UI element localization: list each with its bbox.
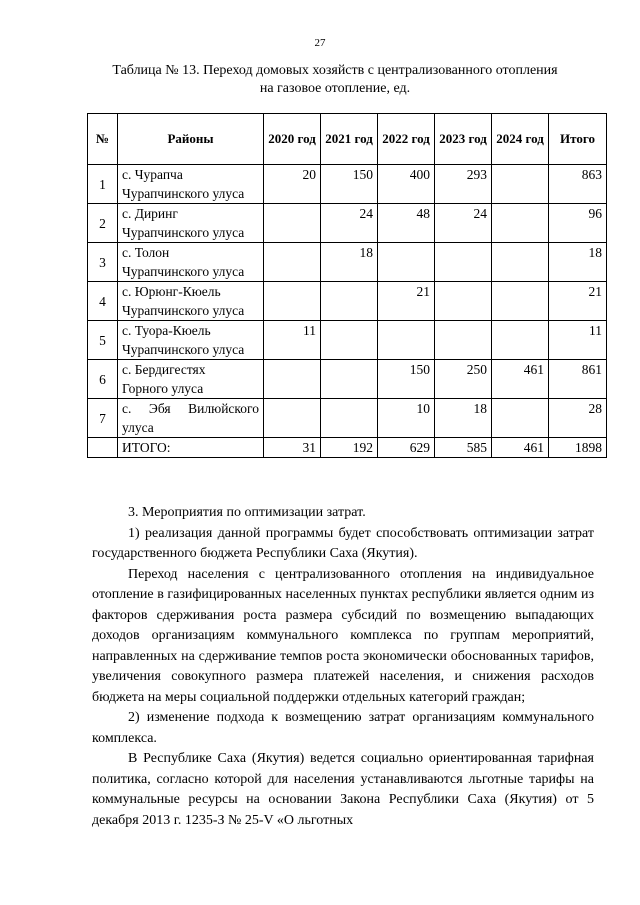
cell-2022	[378, 243, 435, 282]
cell-2024	[492, 204, 549, 243]
cell-2021	[321, 399, 378, 438]
table-header-row	[88, 114, 607, 165]
row-num: 3	[88, 243, 118, 282]
cell-total: 18	[549, 243, 607, 282]
cell-2020	[264, 282, 321, 321]
table-row	[88, 321, 607, 360]
cell-total: 11	[549, 321, 607, 360]
header-2023: 2023 год	[435, 114, 492, 165]
cell-2022	[378, 321, 435, 360]
header-district: Районы	[118, 114, 264, 165]
table-row	[88, 165, 607, 204]
cell-2022: 10	[378, 399, 435, 438]
total-2021: 192	[321, 438, 378, 458]
row-num	[88, 438, 118, 458]
row-num: 2	[88, 204, 118, 243]
cell-2021	[321, 360, 378, 399]
cell-2022: 48	[378, 204, 435, 243]
cell-2020	[264, 204, 321, 243]
cell-2023: 24	[435, 204, 492, 243]
table-row	[88, 360, 607, 399]
total-2024: 461	[492, 438, 549, 458]
paragraph: 1) реализация данной программы будет способствовать оптимизации затрат государственного бюджета Республики Саха (Якутия).	[92, 525, 594, 561]
cell-2024	[492, 399, 549, 438]
cell-2020: 20	[264, 165, 321, 204]
total-label: ИТОГО:	[118, 438, 264, 458]
header-num: №	[88, 114, 118, 165]
paragraph: Переход населения с централизованного отопления на индивидуальное отопление в газифицированных населенных пунктах республики является одним из факторов сдерживания роста размера субсидий по возмещению выпадающих доходов организациям коммунального комплекса по группам мероприятий, направленных на сдерживание темпов роста экономически обоснованных тарифов, увеличения совокупного размера платежей населения, и снижения расходов бюджета на меры социальной поддержки отдельных категорий граждан;	[92, 566, 594, 705]
table-total-row	[88, 438, 607, 458]
cell-2020	[264, 399, 321, 438]
total-2023: 585	[435, 438, 492, 458]
row-district: с. Диринг Чурапчинского улуса	[118, 204, 264, 243]
cell-total: 861	[549, 360, 607, 399]
header-2024: 2024 год	[492, 114, 549, 165]
cell-2022: 21	[378, 282, 435, 321]
row-num: 1	[88, 165, 118, 204]
cell-2020	[264, 360, 321, 399]
total-2022: 629	[378, 438, 435, 458]
cell-2021	[321, 321, 378, 360]
section-heading: 3. Мероприятия по оптимизации затрат.	[128, 505, 366, 520]
row-district: с. Туора-Кюель Чурапчинского улуса	[118, 321, 264, 360]
cell-total: 21	[549, 282, 607, 321]
cell-2022: 150	[378, 360, 435, 399]
row-num: 5	[88, 321, 118, 360]
cell-2023: 293	[435, 165, 492, 204]
cell-2021: 24	[321, 204, 378, 243]
table-caption	[80, 62, 590, 98]
cell-total: 96	[549, 204, 607, 243]
cell-2024: 461	[492, 360, 549, 399]
cell-2023: 18	[435, 399, 492, 438]
header-2022: 2022 год	[378, 114, 435, 165]
cell-2021	[321, 282, 378, 321]
caption-line-1: Таблица № 13. Переход домовых хозяйств с централизованного отопления	[112, 63, 558, 78]
header-total: Итого	[549, 114, 607, 165]
row-num: 7	[88, 399, 118, 438]
cell-2023	[435, 282, 492, 321]
header-2021: 2021 год	[321, 114, 378, 165]
cell-2024	[492, 282, 549, 321]
table-row	[88, 282, 607, 321]
cell-2020	[264, 243, 321, 282]
cell-2024	[492, 321, 549, 360]
row-district: с. Чурапча Чурапчинского улуса	[118, 165, 264, 204]
table-row	[88, 399, 607, 438]
page-number: 27	[314, 37, 326, 49]
cell-2020: 11	[264, 321, 321, 360]
table-row	[88, 243, 607, 282]
paragraph: 2) изменение подхода к возмещению затрат организациям коммунального комплекса.	[92, 710, 594, 746]
cell-total: 863	[549, 165, 607, 204]
total-total: 1898	[549, 438, 607, 458]
row-district: с. Юрюнг-Кюель Чурапчинского улуса	[118, 282, 264, 321]
paragraph: В Республике Саха (Якутия) ведется социально ориентированная тарифная политика, согласно которой для населения устанавливаются льготные тарифы на коммунальные ресурсы на основании Закона Республики Саха (Якутия) от 5 декабря 2013 г. 1235-З № 25-V «О льготных	[92, 751, 594, 828]
cell-2023	[435, 243, 492, 282]
cell-2023	[435, 321, 492, 360]
cell-2021: 150	[321, 165, 378, 204]
row-num: 4	[88, 282, 118, 321]
cell-2024	[492, 165, 549, 204]
row-district: с. Толон Чурапчинского улуса	[118, 243, 264, 282]
cell-total: 28	[549, 399, 607, 438]
cell-2024	[492, 243, 549, 282]
row-num: 6	[88, 360, 118, 399]
header-2020: 2020 год	[264, 114, 321, 165]
row-district: с. Бердигестях Горного улуса	[118, 360, 264, 399]
total-2020: 31	[264, 438, 321, 458]
cell-2023: 250	[435, 360, 492, 399]
caption-line-2: на газовое отопление, ед.	[259, 81, 411, 96]
cell-2022: 400	[378, 165, 435, 204]
body-text	[92, 503, 594, 831]
cell-2021: 18	[321, 243, 378, 282]
row-district: с. Эбя Вилюйского улуса	[118, 399, 264, 438]
table-row	[88, 204, 607, 243]
households-table	[87, 113, 607, 458]
